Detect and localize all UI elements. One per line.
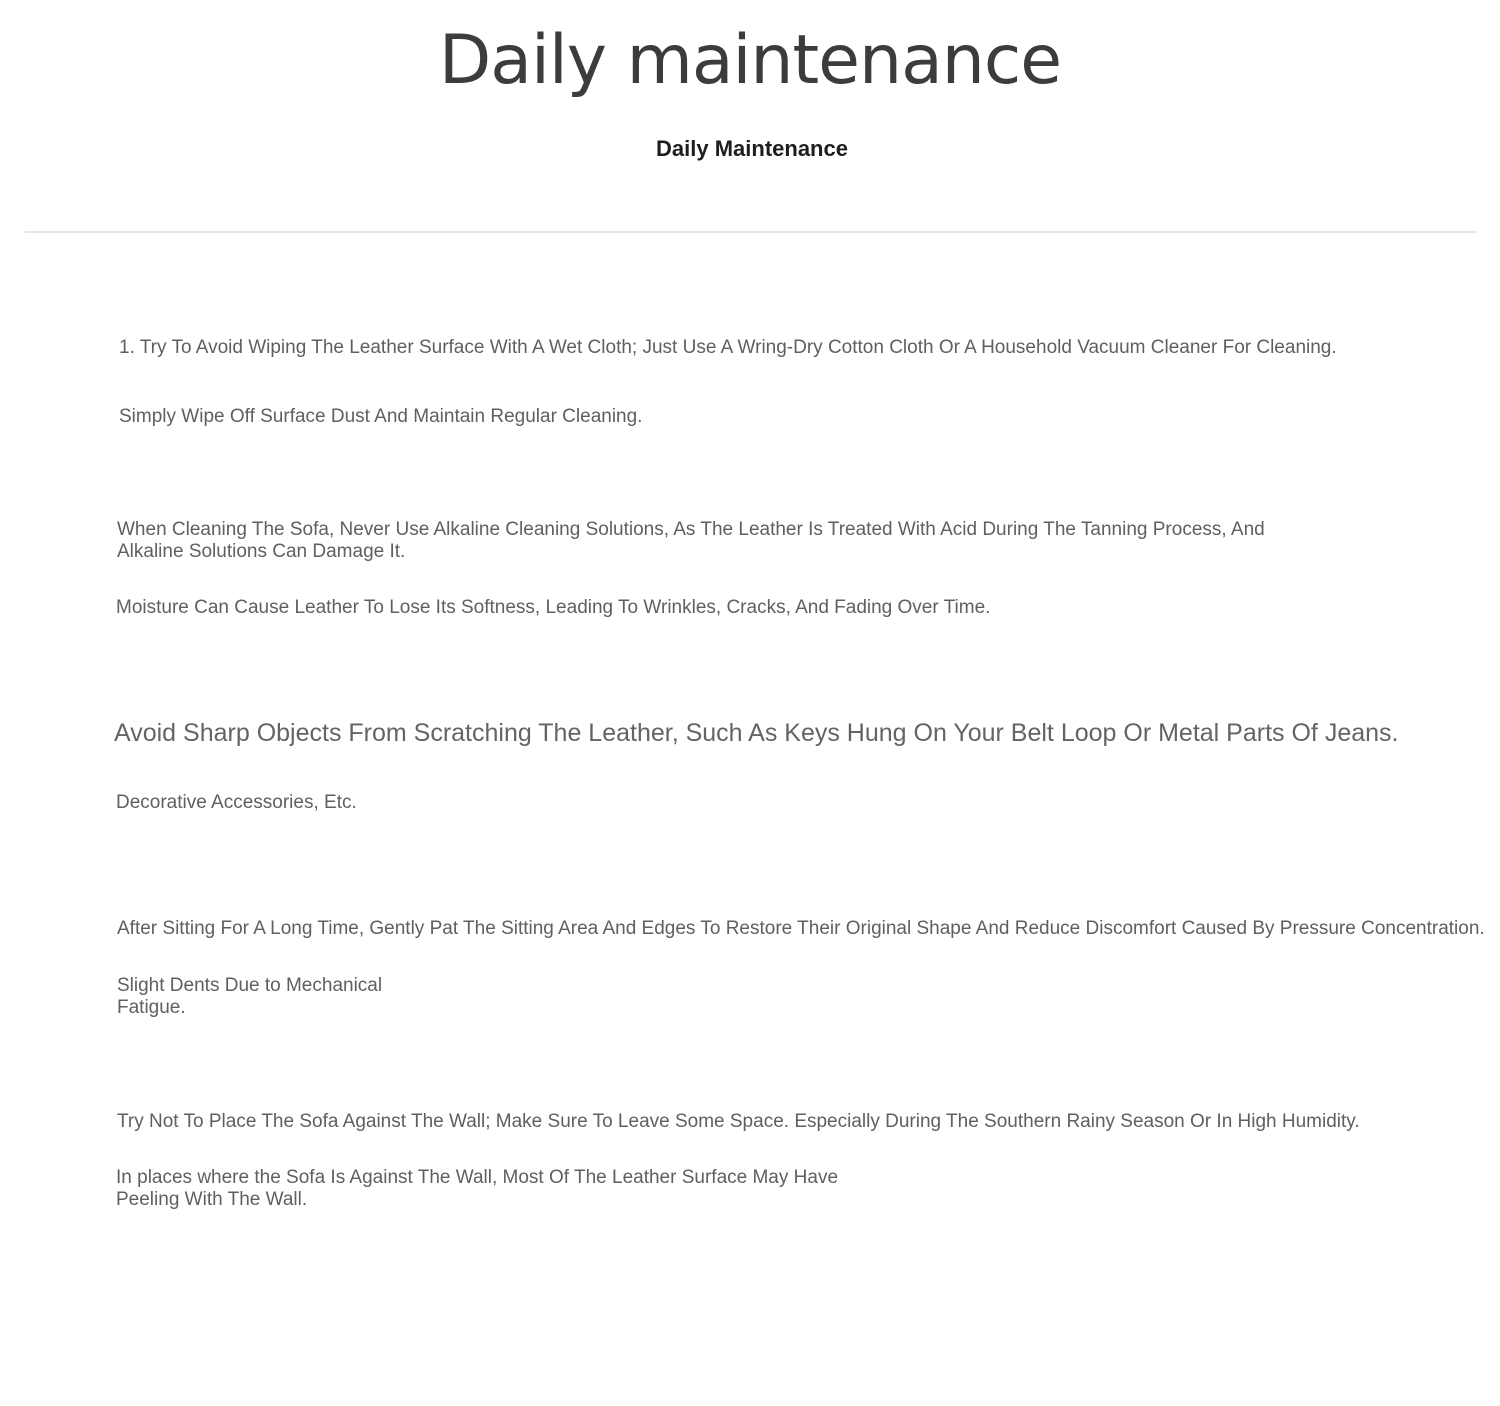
tip-2-main: When Cleaning The Sofa, Never Use Alkaline Cleaning Solutions, As The Leather Is Treated With Acid During The Tanning Process, And Alkaline Solutions Can Damage It. — [117, 519, 1265, 562]
tip-4-detail: Slight Dents Due to Mechanical Fatigue. — [117, 975, 383, 1018]
hero-title: Daily maintenance — [438, 21, 1062, 100]
tip-1-main: 1. Try To Avoid Wiping The Leather Surface With A Wet Cloth; Just Use A Wring-Dry Cotton Cloth Or A Household Vacuum Cleaner For Cleaning. — [119, 337, 1337, 358]
tip-1-detail: Simply Wipe Off Surface Dust And Maintain Regular Cleaning. — [119, 406, 643, 427]
tip-3-main: Avoid Sharp Objects From Scratching The Leather, Such As Keys Hung On Your Belt Loop Or Metal Parts Of Jeans. — [114, 719, 1399, 747]
section-title: Daily Maintenance — [656, 136, 848, 161]
tip-5-detail: In places where the Sofa Is Against The Wall, Most Of The Leather Surface May Have Peeling With The Wall. — [116, 1167, 839, 1210]
tip-3-detail: Decorative Accessories, Etc. — [116, 792, 357, 813]
tip-5-main: Try Not To Place The Sofa Against The Wall; Make Sure To Leave Some Space. Especially During The Southern Rainy Season Or In High Humidity. — [117, 1111, 1360, 1132]
tip-4-main: After Sitting For A Long Time, Gently Pat The Sitting Area And Edges To Restore Their Original Shape And Reduce Discomfort Caused By Pressure Concentration. — [117, 918, 1485, 939]
tip-2-detail: Moisture Can Cause Leather To Lose Its Softness, Leading To Wrinkles, Cracks, And Fading Over Time. — [116, 597, 991, 618]
divider — [25, 231, 1477, 233]
